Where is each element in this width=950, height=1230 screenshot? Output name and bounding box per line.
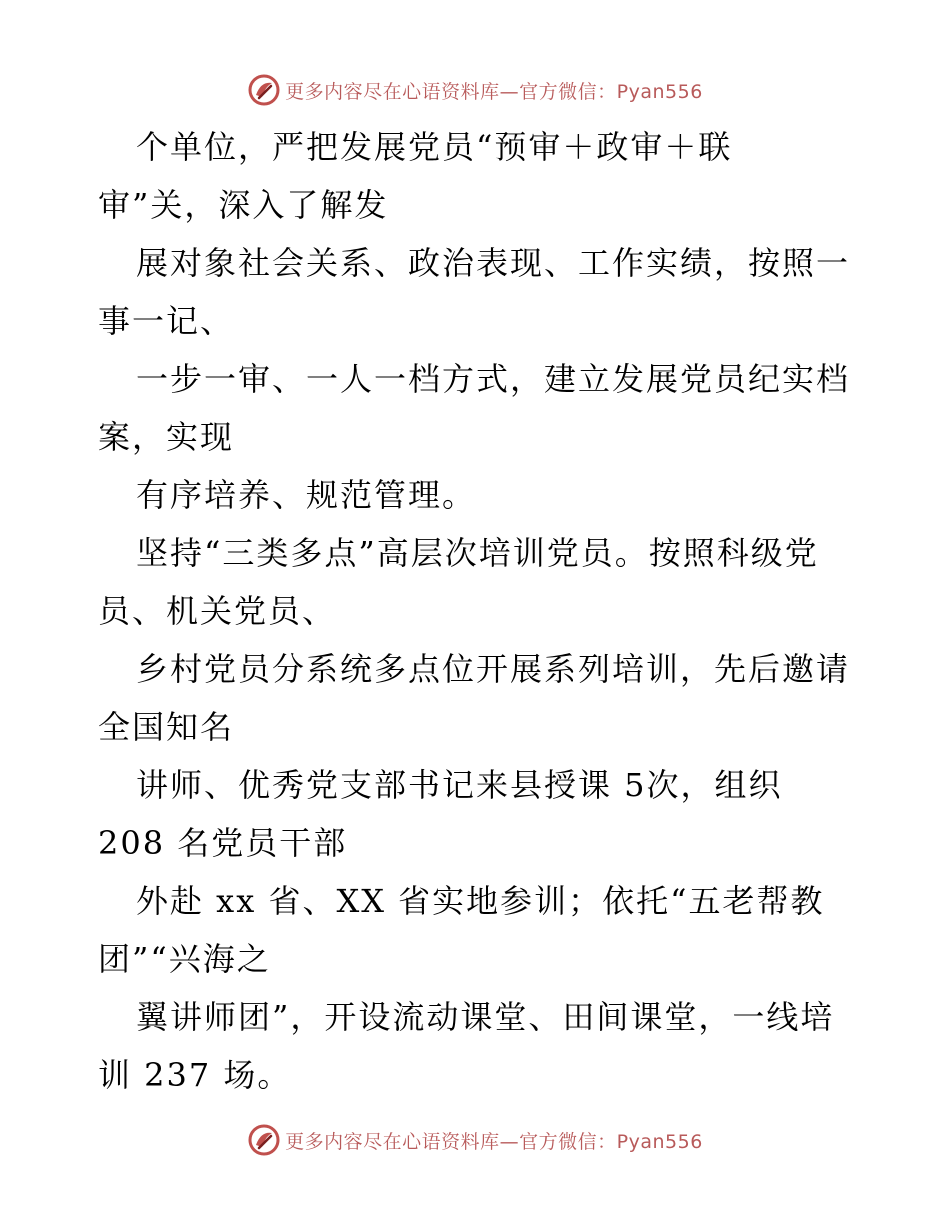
text-line: 审”关，深入了解发 — [98, 186, 389, 224]
text-line: 乡村党员分系统多点位开展系列培训，先后邀请 — [136, 650, 851, 688]
text-line: 全国知名 — [98, 708, 235, 746]
text-line: 案，实现 — [98, 418, 235, 456]
text-line: 个单位，严把发展党员“预审＋政审＋联 — [136, 128, 733, 166]
header-watermark-banner — [0, 70, 950, 110]
text-line: 外赴 xx 省、XX 省实地参训；依托“五老帮教 — [136, 882, 825, 920]
text-line: 一步一审、一人一档方式，建立发展党员纪实档 — [136, 360, 851, 398]
banner-text: 更多内容尽在心语资料库—官方微信：Pyan556 — [285, 1130, 703, 1153]
text-line: 训 237 场。 — [98, 1056, 292, 1094]
text-line: 团”“兴海之 — [98, 940, 271, 978]
footer-watermark-banner — [0, 1120, 950, 1160]
text-line: 展对象社会关系、政治表现、工作实绩，按照一 — [136, 244, 851, 282]
text-line: 翼讲师团”，开设流动课堂、田间课堂，一线培 — [136, 998, 835, 1036]
text-line: 坚持“三类多点”高层次培训党员。按照科级党 — [136, 534, 819, 572]
text-line: 讲师、优秀党支部书记来县授课 5次，组织 — [136, 766, 783, 804]
document-body — [98, 118, 858, 1104]
red-swirl-logo-icon — [247, 1123, 281, 1157]
red-swirl-logo-icon — [247, 73, 281, 107]
banner-text: 更多内容尽在心语资料库—官方微信：Pyan556 — [285, 80, 703, 103]
text-line: 事一记、 — [98, 302, 235, 340]
text-line: 员、机关党员、 — [98, 592, 337, 630]
text-line: 208 名党员干部 — [98, 824, 348, 862]
text-line: 有序培养、规范管理。 — [136, 476, 477, 514]
